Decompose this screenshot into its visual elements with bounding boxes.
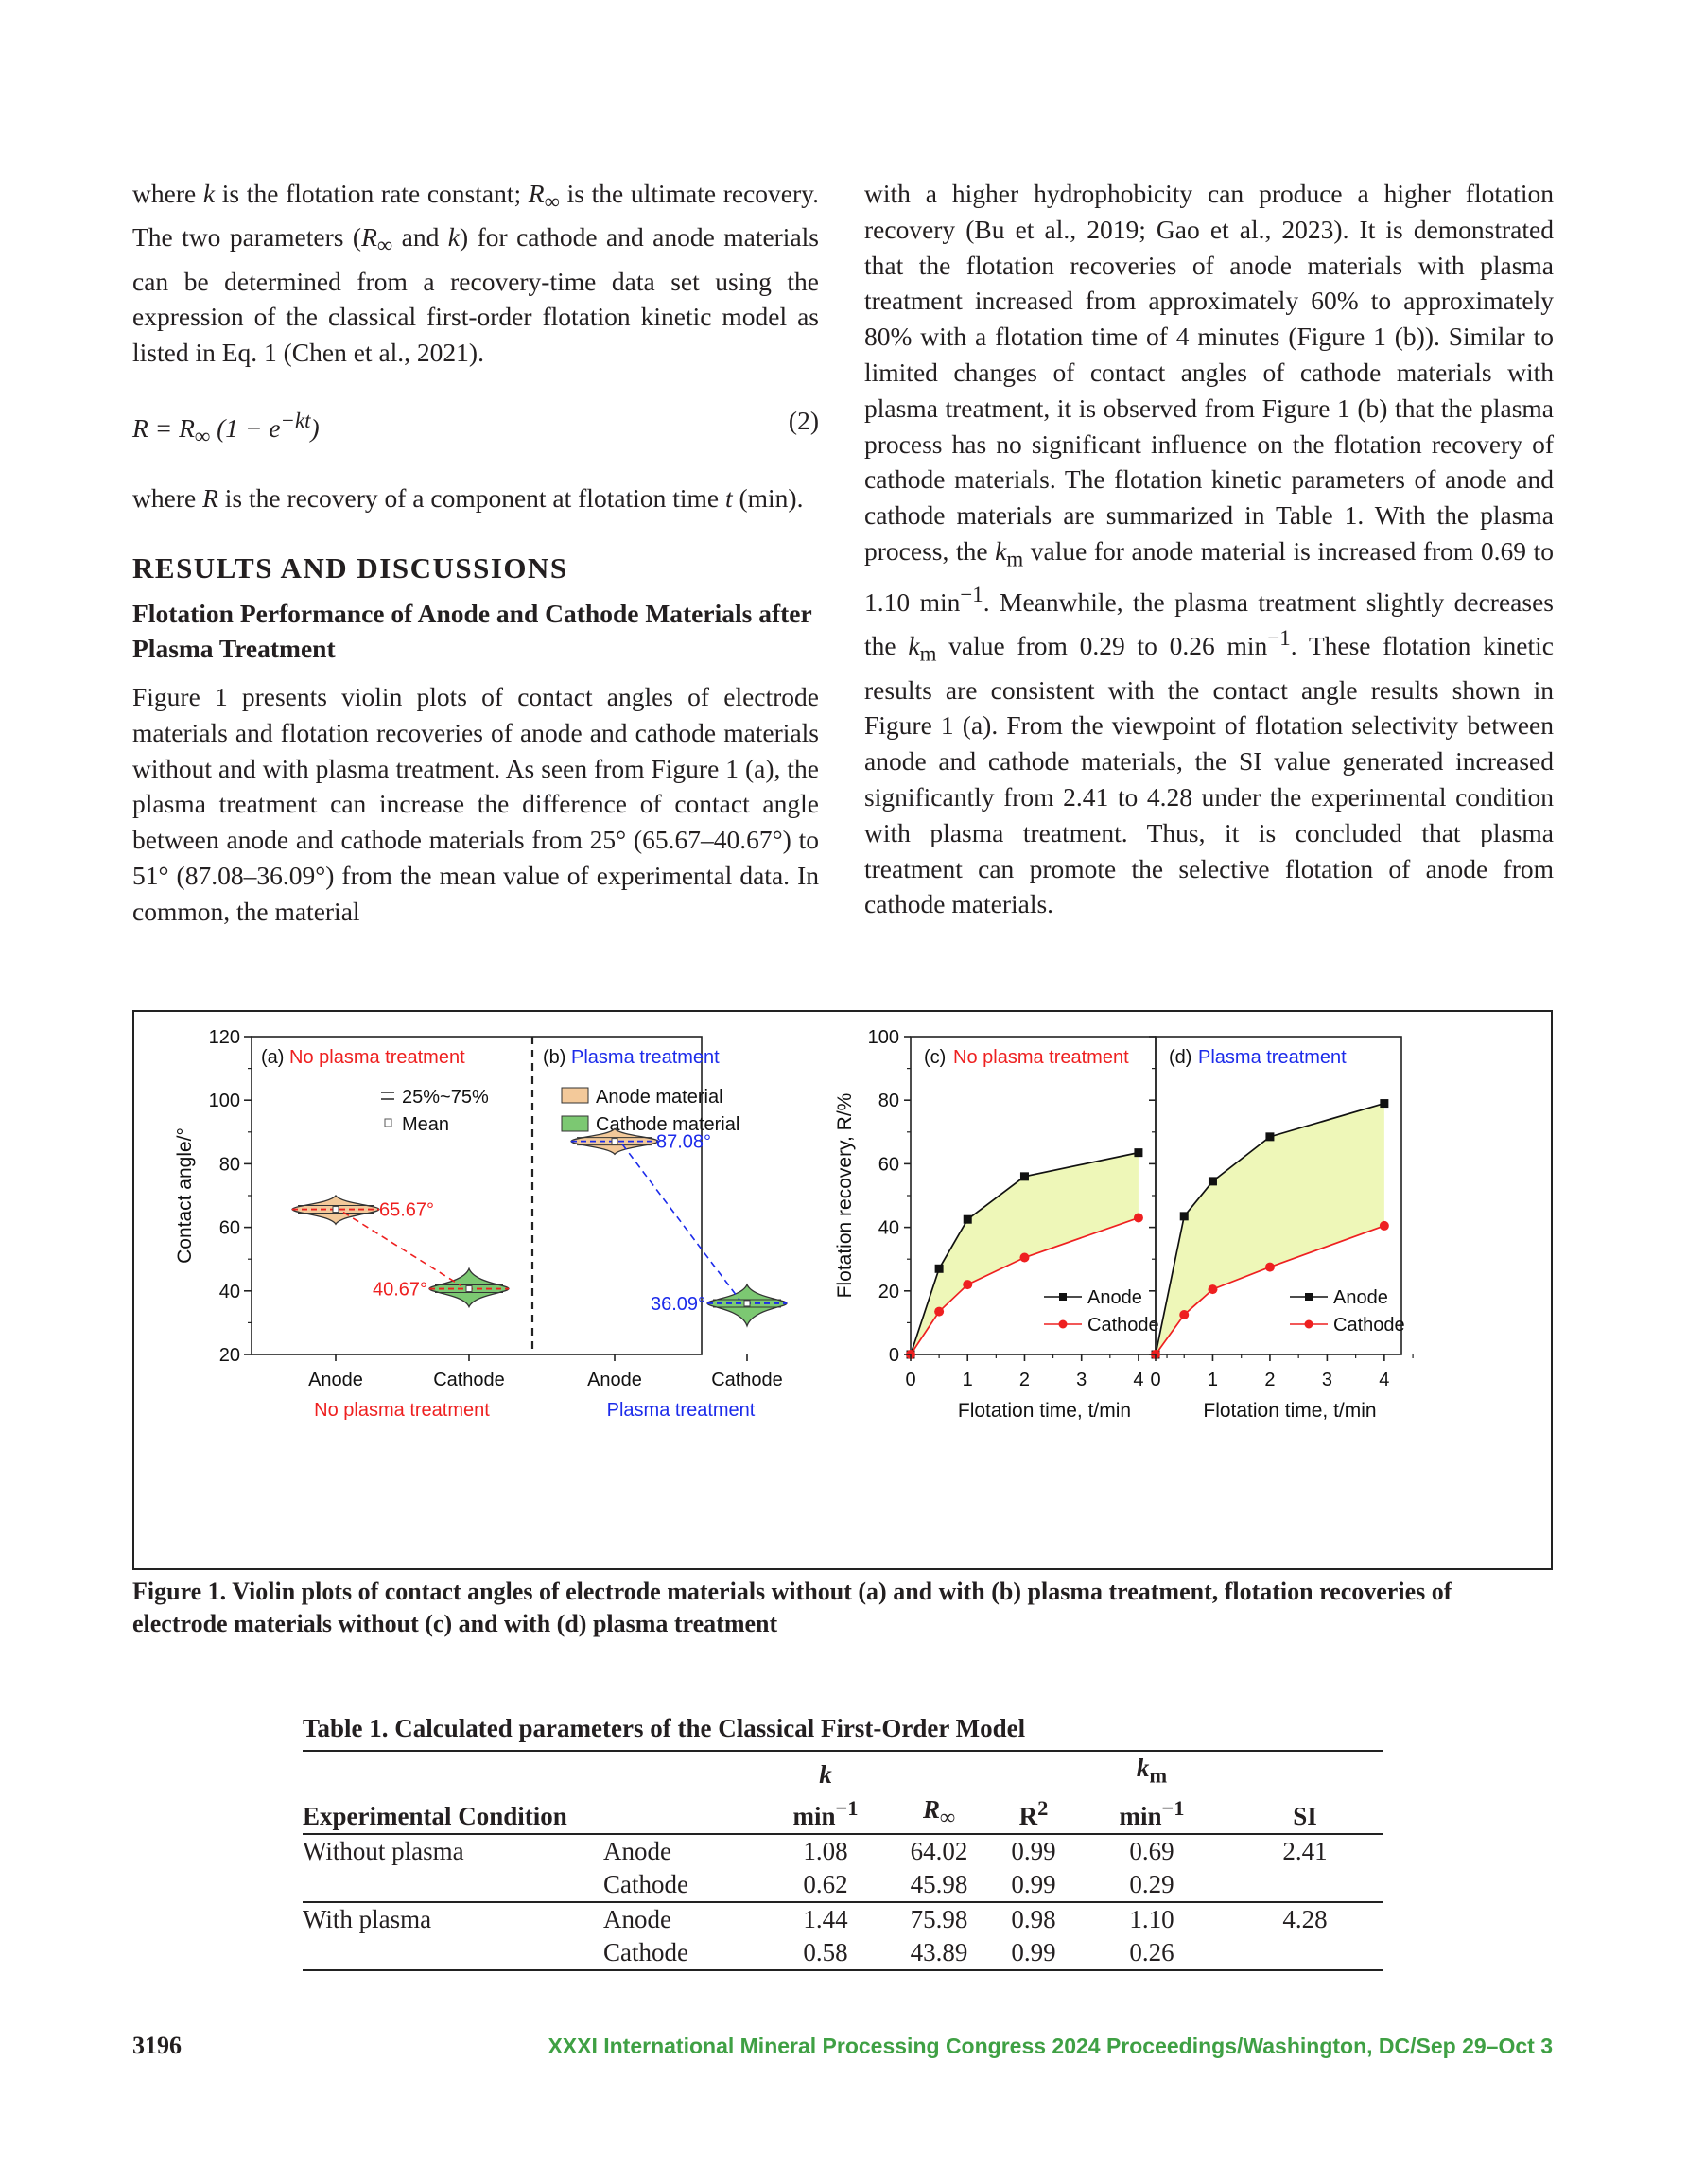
x-tick-label: Cathode	[711, 1370, 783, 1390]
right-column	[864, 176, 1554, 922]
mean-label-cathode-no-plasma: 40.67°	[372, 1279, 427, 1301]
cell-condition	[303, 1936, 603, 1970]
x-tick-label: 3	[1321, 1370, 1332, 1390]
panel-a-title: No plasma treatment	[289, 1047, 465, 1068]
kinetics-plot-panel	[834, 1027, 1413, 1422]
y-tick-label: 60	[878, 1154, 899, 1176]
legend-anode-swatch	[562, 1088, 588, 1103]
header-r2: $R^2$	[991, 1752, 1076, 1834]
cathode-data-point	[1179, 1310, 1189, 1319]
cell-si	[1227, 1936, 1383, 1970]
cell-r-inf: 45.98	[887, 1868, 991, 1902]
header-si: SI	[1227, 1752, 1383, 1834]
legend-mean-symbol	[385, 1119, 391, 1127]
parameters-table	[303, 1752, 1383, 1971]
cathode-data-point	[963, 1280, 972, 1289]
y-tick-label: 20	[878, 1281, 899, 1302]
cell-condition: Without plasma	[303, 1837, 464, 1866]
legend-cathode-label: Cathode	[1333, 1315, 1405, 1336]
y-tick-label: 60	[218, 1217, 240, 1239]
legend-anode-label: Anode	[1333, 1287, 1388, 1308]
y-tick-label: 120	[208, 1027, 240, 1048]
anode-data-point	[1265, 1132, 1274, 1141]
y-tick-label: 80	[218, 1154, 240, 1176]
anode-data-point	[1380, 1099, 1388, 1108]
cell-r2: 0.98	[1011, 1905, 1056, 1934]
legend-cathode-marker	[1059, 1320, 1068, 1329]
equation-expression: $R = R_\infty$ $(1 - e^{-kt})$	[132, 408, 320, 448]
panel-title: No plasma treatment	[953, 1047, 1129, 1068]
cell-k: 1.08	[803, 1837, 848, 1866]
y-tick-label: 20	[218, 1345, 240, 1366]
cathode-data-point	[1019, 1253, 1029, 1263]
cell-material: Anode	[603, 1837, 671, 1866]
paragraph-eq-intro: where k is the flotation rate constant; $R_\infty$ is the ultimate recovery. The two parameters ($R_\infty$ and k) for cathode and anode materials can be determined from a recovery-time data set using the expression of the classical first-order flotation kinetic model as listed in Eq. 1 (Chen et al., 2021).	[132, 179, 820, 368]
x-tick-label: Anode	[587, 1370, 642, 1390]
mean-connector-no-plasma	[343, 1213, 461, 1286]
anode-data-point	[1209, 1177, 1217, 1185]
table-body	[303, 1834, 1383, 1970]
legend-box-label: 25%~75%	[402, 1087, 489, 1108]
x-tick-label: Anode	[308, 1370, 363, 1390]
cell-r2: 0.99	[991, 1868, 1076, 1902]
table-row	[303, 1902, 1383, 1936]
violin-mean-marker	[466, 1286, 472, 1292]
legend-cathode-label: Cathode material	[596, 1114, 740, 1135]
cell-material: Cathode	[603, 1868, 764, 1902]
x-tick-label: 1	[962, 1370, 973, 1390]
table-header-row	[303, 1752, 1383, 1834]
equation-2	[132, 403, 819, 454]
cell-km: 1.10	[1129, 1905, 1174, 1934]
table-title: Table 1. Calculated parameters of the Classical First-Order Model	[303, 1712, 1383, 1752]
cell-km: 0.69	[1129, 1837, 1174, 1866]
legend-cathode-swatch	[562, 1116, 588, 1131]
cell-r-inf: 43.89	[887, 1936, 991, 1970]
y-tick-label: 100	[867, 1027, 899, 1048]
paragraph-results: Figure 1 presents violin plots of contact angles of electrode materials and flotation recoveries of anode and cathode materials without and with plasma treatment. As seen from Figure 1 (a), the plasma treatment can increase the difference of contact angle between anode and cathode materials from 25° (65.67–40.67°) to 51° (87.08–36.09°) from the mean value of experimental data. In common, the material	[132, 682, 819, 926]
cell-r2: 0.99	[1011, 1837, 1056, 1866]
y-tick-label: 40	[878, 1217, 899, 1239]
group-label-plasma: Plasma treatment	[606, 1400, 756, 1421]
legend-anode-marker	[1305, 1293, 1313, 1301]
cell-material: Anode	[603, 1905, 671, 1934]
cell-condition	[303, 1868, 603, 1902]
anode-data-point	[1020, 1172, 1029, 1180]
violin-mean-marker	[612, 1139, 617, 1144]
header-material	[603, 1752, 764, 1834]
section-heading: RESULTS AND DISCUSSIONS	[132, 551, 568, 585]
header-km: $k_m$ $\min^{-1}$	[1076, 1752, 1227, 1834]
cell-k: 1.44	[803, 1905, 848, 1934]
group-label-no-plasma: No plasma treatment	[314, 1400, 490, 1421]
table-row	[303, 1868, 1383, 1902]
header-condition: Experimental Condition	[303, 1752, 603, 1834]
violin-mean-marker	[333, 1207, 339, 1213]
equation-number: (2)	[788, 405, 819, 435]
table-row	[303, 1834, 1383, 1868]
x-tick-label: 0	[905, 1370, 916, 1390]
header-r-inf: $R_\infty$	[887, 1752, 991, 1834]
x-tick-label: 4	[1133, 1370, 1144, 1390]
cell-material: Cathode	[603, 1936, 764, 1970]
conference-footer: XXXI International Mineral Processing Congress 2024 Proceedings/Washington, DC/Sep 29–Oct 3	[548, 2034, 1553, 2058]
violin-plot-panel	[174, 1027, 787, 1421]
cathode-data-point	[934, 1307, 944, 1317]
page-number: 3196	[132, 2032, 182, 2059]
panel-b-letter: (b)	[543, 1047, 566, 1068]
table-row	[303, 1936, 1383, 1970]
legend-mean-label: Mean	[402, 1114, 450, 1135]
cell-r-inf: 75.98	[910, 1905, 968, 1934]
panel-title: Plasma treatment	[1198, 1047, 1347, 1068]
y-tick-label: 100	[208, 1091, 240, 1112]
mean-label-anode-no-plasma: 65.67°	[379, 1199, 435, 1221]
legend-anode-label: Anode	[1087, 1287, 1142, 1308]
figure-1	[132, 1010, 1553, 1570]
y-tick-label: 40	[218, 1281, 240, 1302]
panel-letter: (d)	[1169, 1047, 1192, 1068]
x-tick-label: 3	[1076, 1370, 1087, 1390]
left-column	[132, 176, 819, 930]
y-tick-label: 0	[888, 1345, 899, 1366]
anode-data-point	[935, 1265, 944, 1273]
paragraph-discussion: with a higher hydrophobicity can produce a higher flotation recovery (Bu et al., 2019; Gao et al., 2023). It is demonstrated that the flotation recoveries of anode materials with plasma treatment increased from approximately 60% to approximately 80% with a flotation time of 4 minutes (Figure 1 (b)). Similar to limited changes of contact angles of cathode materials with plasma treatment, it is observed from Figure 1 (b) that the plasma process has no significant influence on the flotation recovery of cathode materials. The flotation kinetic parameters of anode and cathode materials are summarized in Table 1. With the plasma process, the $k_m$ value for anode material is increased from 0.69 to 1.10 $\min^{-1}$. Meanwhile, the plasma treatment slightly decreases the $k_m$ value from 0.29 to 0.26 $\min^{-1}$. These flotation kinetic results are consistent with the contact angle results shown in Figure 1 (a). From the viewpoint of flotation selectivity between anode and cathode materials, the SI value generated increased significantly from 2.41 to 4.28 under the experimental condition with plasma treatment. Thus, it is concluded that plasma treatment can promote the selective flotation of anode from cathode materials.	[864, 179, 1554, 919]
panel-letter: (c)	[924, 1047, 947, 1068]
legend-anode-marker	[1059, 1293, 1067, 1301]
cell-r-inf: 64.02	[910, 1837, 968, 1866]
y-tick-label: 80	[878, 1091, 899, 1112]
legend-anode-label: Anode material	[596, 1087, 723, 1108]
cell-si	[1227, 1868, 1383, 1902]
cell-k: 0.58	[764, 1936, 887, 1970]
header-k: k $\min^{-1}$	[764, 1752, 887, 1834]
figure-caption: Figure 1. Violin plots of contact angles of electrode materials without (a) and with (b) plasma treatment, flotation recoveries of electrode materials without (c) and with (d) plasma treatment	[132, 1578, 1452, 1637]
x-tick-label: Cathode	[433, 1370, 505, 1390]
cathode-data-point	[1134, 1214, 1143, 1223]
cathode-data-point	[1380, 1221, 1389, 1231]
mean-label-cathode-plasma: 36.09°	[650, 1293, 705, 1315]
cell-k: 0.62	[764, 1868, 887, 1902]
x-tick-label: 2	[1018, 1370, 1031, 1390]
cathode-data-point	[1265, 1263, 1275, 1272]
legend-cathode-label: Cathode	[1087, 1315, 1159, 1336]
x-axis-label: Flotation time, t/min	[957, 1400, 1132, 1422]
cell-r2: 0.99	[991, 1936, 1076, 1970]
y-axis-label: Flotation recovery, R/%	[834, 1092, 856, 1299]
cell-si: 2.41	[1282, 1837, 1328, 1866]
panel-b-title: Plasma treatment	[571, 1047, 720, 1068]
paragraph-eq-explanation: where R is the recovery of a component at flotation time t (min).	[132, 483, 804, 514]
y-axis-label: Contact angle/°	[174, 1127, 196, 1264]
subsection-heading: Flotation Performance of Anode and Cathode Materials after Plasma Treatment	[132, 599, 812, 664]
figure-1-svg	[134, 1012, 1551, 1568]
table-1	[303, 1712, 1383, 1971]
violin-plot-frame	[252, 1037, 702, 1354]
violin-mean-marker	[744, 1301, 750, 1306]
legend-cathode-marker	[1305, 1320, 1313, 1329]
panel-a-letter: (a)	[261, 1047, 285, 1068]
mean-label-anode-plasma: 87.08°	[656, 1131, 712, 1153]
cathode-data-point	[1208, 1284, 1217, 1294]
mean-connector-plasma	[622, 1144, 739, 1300]
x-tick-label: 1	[1207, 1370, 1219, 1390]
x-tick-label: 4	[1379, 1370, 1390, 1390]
x-tick-label: 0	[1150, 1370, 1161, 1390]
cell-si: 4.28	[1282, 1905, 1328, 1934]
x-axis-label: Flotation time, t/min	[1203, 1400, 1377, 1422]
anode-data-point	[1134, 1148, 1142, 1157]
anode-data-point	[964, 1215, 972, 1224]
cell-km: 0.29	[1076, 1868, 1227, 1902]
anode-data-point	[1180, 1212, 1189, 1220]
cell-km: 0.26	[1076, 1936, 1227, 1970]
cell-condition: With plasma	[303, 1905, 432, 1934]
x-tick-label: 2	[1264, 1370, 1276, 1390]
